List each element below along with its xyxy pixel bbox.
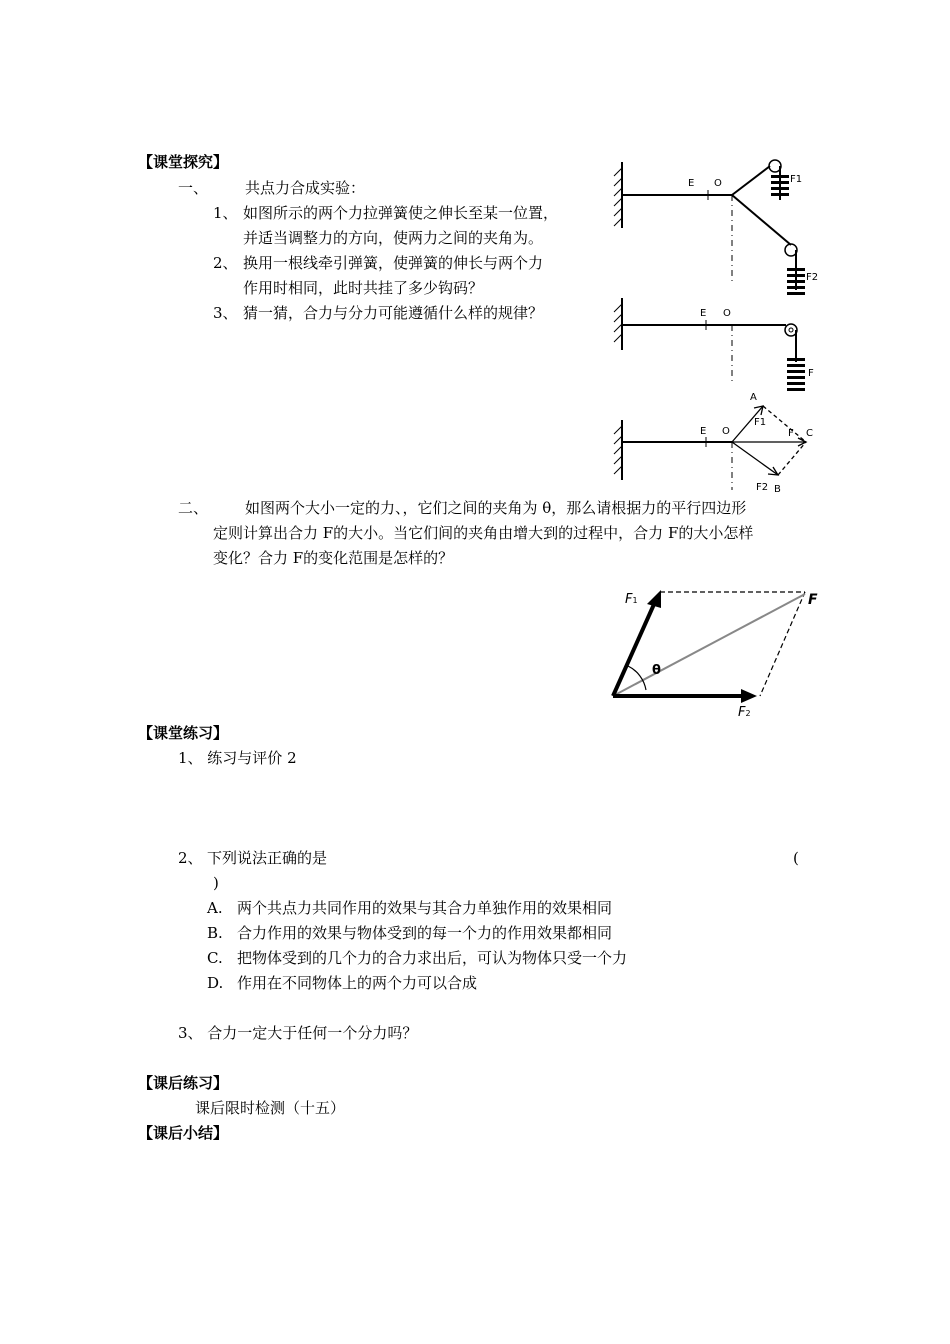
option-a-letter: A.	[207, 899, 223, 917]
part2-line3: 变化？合力 F的变化范围是怎样的？	[213, 549, 454, 567]
item2-line1: 换用一根线牵引弹簧，使弹簧的伸长与两个力	[243, 254, 544, 272]
question3: 3、 合力一定大于任何一个分力吗？	[178, 1024, 418, 1042]
item3-number: 3、	[213, 304, 238, 322]
label-F: F	[808, 592, 818, 608]
option-a-text: 两个共点力共同作用的效果与其合力单独作用的效果相同	[237, 899, 613, 917]
panel1-label-F2: F2	[806, 272, 819, 283]
item2-line2: 作用时相同，此时共挂了多少钩码？	[243, 279, 484, 297]
part1-title: 共点力合成实验：	[245, 179, 366, 197]
section-header-class-practice: 【课堂练习】	[138, 724, 229, 742]
question1: 1、 练习与评价 2	[178, 749, 297, 767]
item3-line1: 猜一猜，合力与分力可能遵循什么样的规律？	[243, 304, 544, 322]
panel3-label-B: B	[774, 484, 781, 495]
question2-number: 2、	[178, 849, 203, 867]
panel1-label-E: E	[688, 178, 695, 189]
part1-number: 一、	[178, 179, 209, 197]
answer-paren-open: (	[793, 849, 799, 867]
section-header-summary: 【课后小结】	[138, 1124, 229, 1142]
item1-line2: 并适当调整力的方向，使两力之间的夹角为。	[243, 229, 544, 247]
label-F2: F2	[738, 705, 751, 720]
item2-number: 2、	[213, 254, 238, 272]
panel3-label-C: C	[806, 428, 813, 439]
label-theta: θ	[652, 663, 661, 678]
panel3-label-E: E	[700, 426, 707, 437]
panel3-label-F: F	[788, 428, 794, 439]
part2-line1: 如图两个大小一定的力、，它们之间的夹角为 θ，那么请根据力的平行四边形	[245, 499, 747, 517]
section-header-class-inquiry: 【课堂探究】	[138, 153, 229, 171]
panel3-label-O: O	[722, 426, 730, 437]
option-d-letter: D.	[207, 974, 224, 992]
part2-number: 二、	[178, 499, 209, 517]
parallelogram-figure	[605, 582, 835, 722]
panel2-label-F: F	[808, 368, 814, 379]
panel1-label-O: O	[714, 178, 722, 189]
item1-line1: 如图所示的两个力拉弹簧使之伸长至某一位置，	[243, 204, 559, 222]
part2-line2: 定则计算出合力 F的大小。当它们间的夹角由增大到的过程中，合力 F的大小怎样	[213, 524, 754, 542]
panel2-label-E: E	[700, 308, 707, 319]
option-b-letter: B.	[207, 924, 223, 942]
panel2-label-O: O	[723, 308, 731, 319]
item1-number: 1、	[213, 204, 238, 222]
homework-text: 课后限时检测（十五）	[195, 1099, 346, 1117]
panel1-label-F1: F1	[790, 174, 803, 185]
question2-text: 下列说法正确的是	[207, 849, 328, 867]
experiment-figure	[608, 150, 838, 500]
panel3-label-A: A	[750, 392, 757, 403]
label-F1: F1	[625, 592, 638, 607]
answer-paren-close: )	[213, 874, 219, 892]
option-c-letter: C.	[207, 949, 223, 967]
panel3-label-F2: F2	[756, 482, 769, 493]
option-d-text: 作用在不同物体上的两个力可以合成	[237, 974, 478, 992]
option-b-text: 合力作用的效果与物体受到的每一个力的作用效果都相同	[237, 924, 613, 942]
option-c-text: 把物体受到的几个力的合力求出后，可认为物体只受一个力	[237, 949, 628, 967]
panel3-label-F1: F1	[754, 417, 767, 428]
section-header-homework: 【课后练习】	[138, 1074, 229, 1092]
